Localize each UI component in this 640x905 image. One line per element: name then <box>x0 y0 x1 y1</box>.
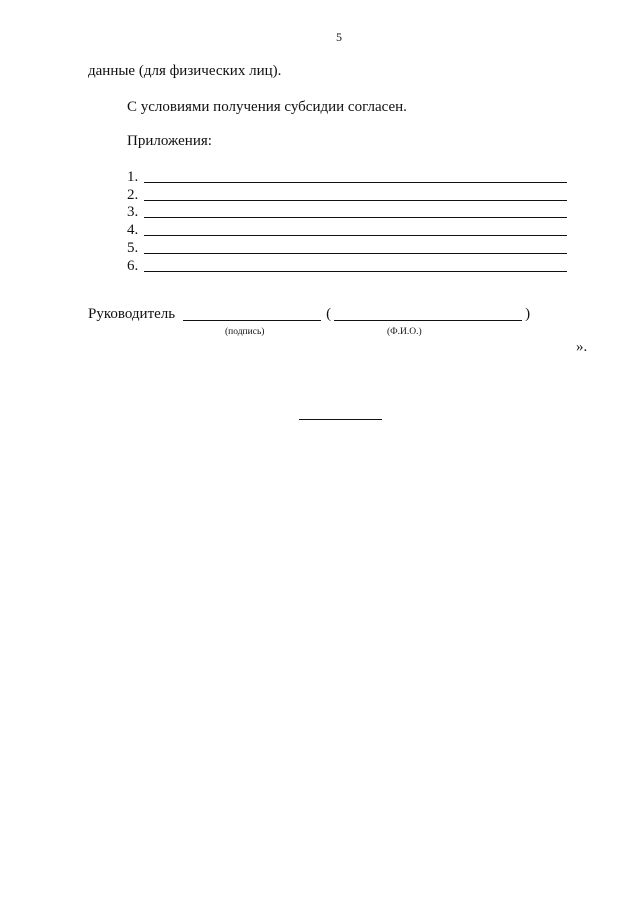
attachment-blank <box>144 170 567 183</box>
closing-quote: ». <box>576 339 588 355</box>
attachment-line <box>127 204 567 222</box>
name-blank <box>334 306 522 321</box>
attachment-number: 1. <box>127 168 139 185</box>
consent-statement: С условиями получения субсидии согласен. <box>127 99 407 115</box>
attachment-number: 5. <box>127 239 139 256</box>
attachment-line <box>127 239 567 257</box>
signature-blank <box>183 306 321 321</box>
attachment-number: 3. <box>127 204 139 221</box>
paragraph-tail: данные (для физических лиц). <box>88 63 282 79</box>
attachment-blank <box>144 241 567 254</box>
attachment-number: 6. <box>127 257 139 274</box>
attachment-line <box>127 221 567 239</box>
close-paren: ) <box>525 306 531 322</box>
signature-caption: (подпись) <box>225 327 265 337</box>
attachment-blank <box>144 205 567 218</box>
attachment-line <box>127 257 567 275</box>
signature-row <box>88 306 530 323</box>
attachment-blank <box>144 259 567 272</box>
end-divider <box>299 419 382 420</box>
name-caption: (Ф.И.О.) <box>387 327 422 337</box>
attachment-blank <box>144 223 567 236</box>
signatory-role: Руководитель <box>88 306 176 322</box>
open-paren: ( <box>326 306 332 322</box>
attachments-list <box>127 168 567 275</box>
attachment-line <box>127 168 567 186</box>
attachment-blank <box>144 188 567 201</box>
attachment-line <box>127 186 567 204</box>
attachments-title: Приложения: <box>127 133 212 149</box>
attachment-number: 2. <box>127 186 139 203</box>
attachment-number: 4. <box>127 222 139 239</box>
page-number: 5 <box>336 30 342 44</box>
